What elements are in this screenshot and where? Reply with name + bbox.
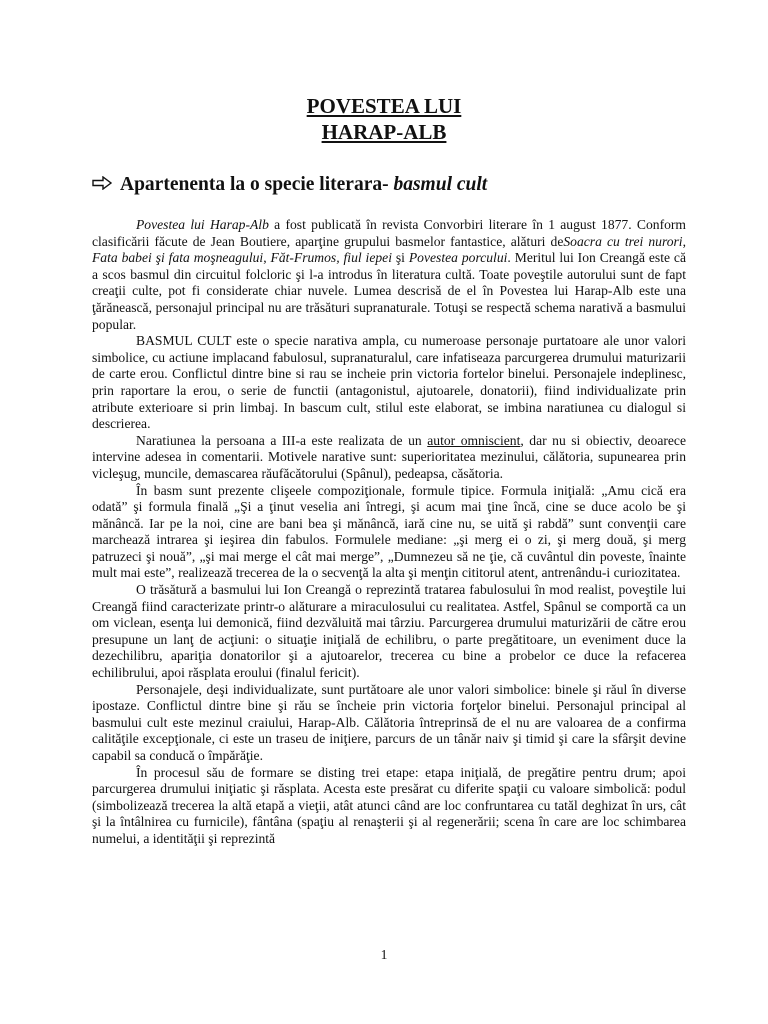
document-title-line-2: HARAP-ALB xyxy=(321,120,447,144)
work-title: Soacra cu trei nurori xyxy=(563,233,683,249)
body-text xyxy=(92,217,686,848)
paragraph-2: BASMUL CULT este o specie narativa ampla, cu numeroase personaje purtatoare ale unor valori simbolice, cu actiune implacand fabulosul, supranaturalul, care infatiseaza parcurgerea drumului maturizarii de carte erou. Conflictul dintre bine si rau se incheie prin victoria fortelor binelui. Personajele indeplinesc, prin raportare la erou, o serie de functii (antagonistul, ajutoarele, donatorii), fiind individualizate prin atribute exterioare si prin limbaj. In bascum cult, stilul este elaborat, se imbina naratiunea cu dialogul si descrierea. xyxy=(92,333,686,432)
text-run: , dar nu si obiectiv, deoarece intervine adesea in comentarii. Motivele narative sunt: superioritatea mezinului, călătoria, supunearea prin vicleşug, muncile, demascarea răufăcătorului (Spânul), pedeapsa, căsătoria. xyxy=(92,432,686,481)
section-heading xyxy=(92,174,487,196)
section-heading-emphasis: basmul cult xyxy=(393,174,488,195)
text-run: a fost publicată în revista Convorbiri literare în 1 august 1877. Conform clasificării făcute de Jean Boutiere, aparţine grupului basmelor fantastice, alături de xyxy=(92,217,686,249)
paragraph-7: În procesul său de formare se disting trei etape: etapa iniţială, de pregătire pentru drum; apoi parcurgerea drumului iniţiatic şi răsplata. Acesta este presărat cu diferite spaţii cu valoare simbolică: podul (simbolizează trecerea la altă etapă a vieţii, atât atunci când are loc confruntarea cu tatăl deghizat în urs, cât şi la întâlnirea cu furnicile), fântâna (spaţiu al renaşterii şi al regenerării; scena în care are loc schimbarea numelui, a identităţii şi reprezintă xyxy=(92,764,686,846)
text-run: , xyxy=(682,233,686,249)
paragraph-4: În basm sunt prezente clişeele compoziţionale, formule tipice. Formula iniţială: „Amu cică era odată” şi formula finală „Şi a ţinut veselia ani întregi, şi acum mai ţine încă, cine se duce acolo be şi mănâncă. Iar pe la noi, cine are bani bea şi mănâncă, iară cine nu, se uită şi rabdă” sunt convenţii care marchează intrarea şi ieşirea din fabulos. Formulele mediane: „şi merg ei o zi, şi merg două, şi merg patruzeci şi nouă”, „şi mai merge el cât mai merge”, „Dumnezeu să ne ţie, că cuvântul din poveste, înainte mult mai este”, realizează trecerea de la o secvenţă la alta şi menţin cititorul atent, antrenându-i curiozitatea. xyxy=(92,482,686,581)
document-title-line-1: POVESTEA LUI xyxy=(306,94,462,118)
section-heading-text: Apartenenta la o specie literara- xyxy=(120,174,389,195)
work-title: Povestea lui Harap-Alb xyxy=(136,217,269,232)
text-run: şi xyxy=(391,250,409,266)
text-run: Naratiunea la persoana a III-a este realizata de un xyxy=(136,432,428,448)
text-run: . Meritul lui Ion Creangă este că a scos basmul din circuitul folcloric şi l-a introdus în literatura cultă. Toate poveştile autorului sunt de fapt creaţii culte, pot fi considerate chiar nuvele. Lumea descrisă de el în Povestea lui Harap-Alb este una ţărănească, personajul principal nu are trăsături supranaturale. Totuşi se respectă schema narativă a basmului popular. xyxy=(92,250,686,332)
page-number: 1 xyxy=(380,947,388,962)
paragraph-1 xyxy=(92,217,686,333)
work-title: Povestea porcului xyxy=(408,250,508,266)
text-run: , xyxy=(263,250,271,266)
right-arrow-icon xyxy=(92,174,120,196)
work-title: Făt-Frumos, fiul iepei xyxy=(270,250,392,266)
paragraph-3 xyxy=(92,433,686,483)
paragraph-5: O trăsătură a basmului lui Ion Creangă o reprezintă tratarea fabulosului în mod realist, poveştile lui Creangă fiind caracterizate printr-o alăturare a miraculosului cu realitatea. Astfel, Spânul se comportă ca un om viclean, esenţa lui demonică, fiind dezvăluită mai târziu. Parcurgerea drumului maturizării de către erou presupune un lanţ de acţiuni: o situaţie iniţială de echilibru, o parte pregătitoare, un eveniment duce la dezechilibru, apariţia donatorilor şi a ajutoarelor, trecerea cu bine a probelor ce duce la refacerea echilibrului, apoi răsplata eroului (finalul fericit). xyxy=(92,582,686,681)
underlined-term: autor omniscient xyxy=(427,432,521,448)
paragraph-6: Personajele, deşi individualizate, sunt purtătoare ale unor valori simbolice: binele şi răul în diverse ipostaze. Conflictul dintre bine şi rău se încheie prin victoria forţelor binelui. Personajul principal al basmului cult este mezinul craiului, Harap-Alb. Călătoria întreprinsă de el nu are valoarea de a confirma calităţile excepţionale, ci este un traseu de iniţiere, parcurs de un tânăr naiv şi timid şi care la sfârşit devine capabil sa conducă o împărăţie. xyxy=(92,681,686,763)
work-title: Fata babei şi fata moşneagului xyxy=(92,250,264,266)
